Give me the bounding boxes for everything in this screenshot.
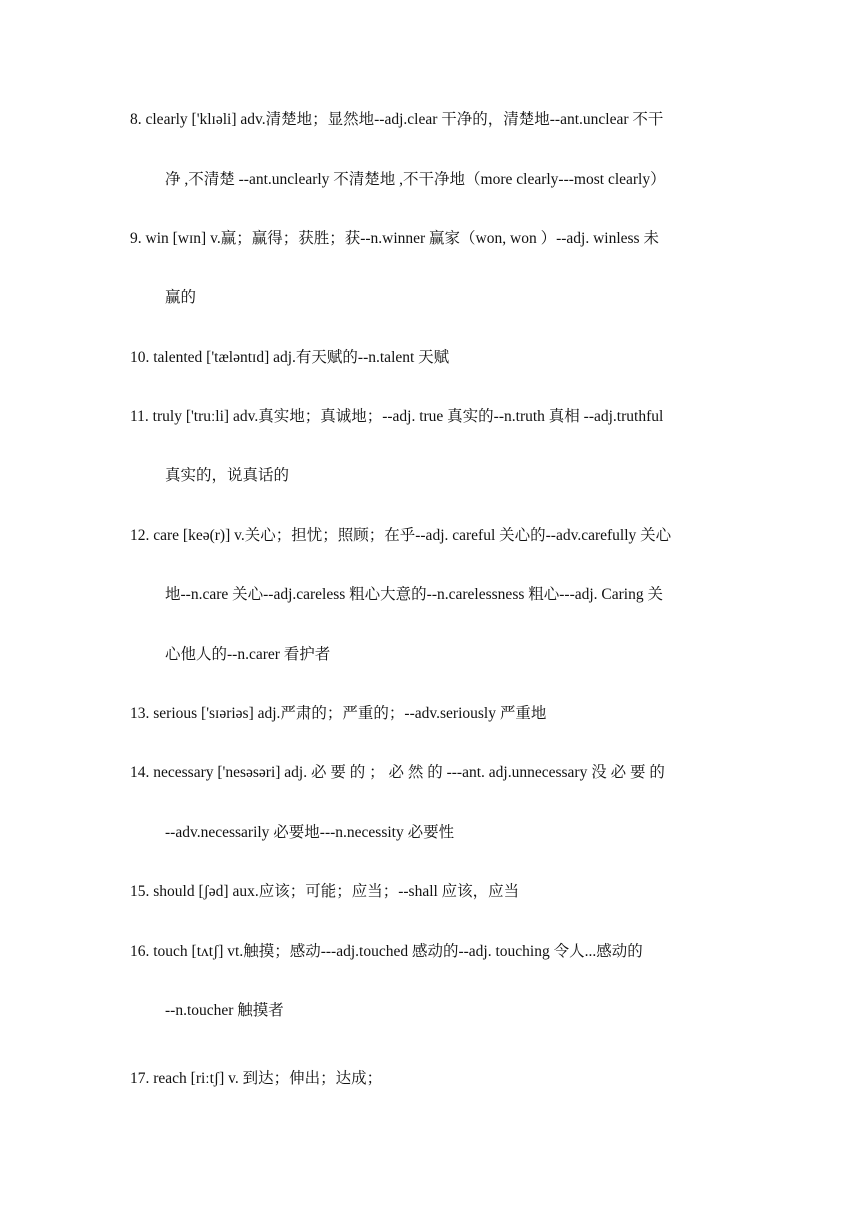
entry-12-line-3: 心他人的--n.carer 看护者 [165, 646, 331, 663]
entry-11-line-1: 11. truly ['truːli] adv.真实地；真诚地；--adj. true 真实的--n.truth 真相 --adj.truthful [130, 408, 664, 425]
entry-11-line-2: 真实的，说真话的 [165, 467, 290, 484]
entry-13-line-1: 13. serious ['sɪəriəs] adj.严肃的；严重的；--adv.seriously 严重地 [130, 705, 547, 722]
entry-14-line-2: --adv.necessarily 必要地---n.necessity 必要性 [165, 824, 455, 841]
entry-8-line-1: 8. clearly ['klɪəli] adv.清楚地；显然地--adj.clear 干净的，清楚地--ant.unclear 不干 [130, 111, 664, 128]
entry-15-line-1: 15. should [ʃəd] aux.应该；可能；应当；--shall 应该，应当 [130, 883, 520, 900]
entry-16-line-2: --n.toucher 触摸者 [165, 1002, 284, 1019]
entry-9-line-1: 9. win [wɪn] v.赢；赢得；获胜；获--n.winner 赢家（won, won ）--adj. winless 未 [130, 230, 659, 247]
entry-10-line-1: 10. talented ['tæləntɪd] adj.有天赋的--n.talent 天赋 [130, 349, 450, 366]
entry-17-line-1: 17. reach [riːtʃ] v. 到达；伸出；达成； [130, 1070, 383, 1087]
entry-12-line-2: 地--n.care 关心--adj.careless 粗心大意的--n.carelessness 粗心---adj. Caring 关 [165, 586, 663, 603]
entry-14-line-1: 14. necessary ['nesəsəri] adj. 必 要 的 ； 必 然 的 ---ant. adj.unnecessary 没 必 要 的 [130, 764, 665, 781]
entry-9-line-2: 赢的 [165, 289, 197, 306]
entry-8-line-2: 净 ,不清楚 --ant.unclearly 不清楚地 ,不干净地（more clearly---most clearly） [165, 171, 666, 188]
entry-12-line-1: 12. care [keə(r)] v.关心；担忧；照顾；在乎--adj. careful 关心的--adv.carefully 关心 [130, 527, 672, 544]
entry-16-line-1: 16. touch [tʌtʃ] vt.触摸；感动---adj.touched 感动的--adj. touching 令人...感动的 [130, 943, 643, 960]
